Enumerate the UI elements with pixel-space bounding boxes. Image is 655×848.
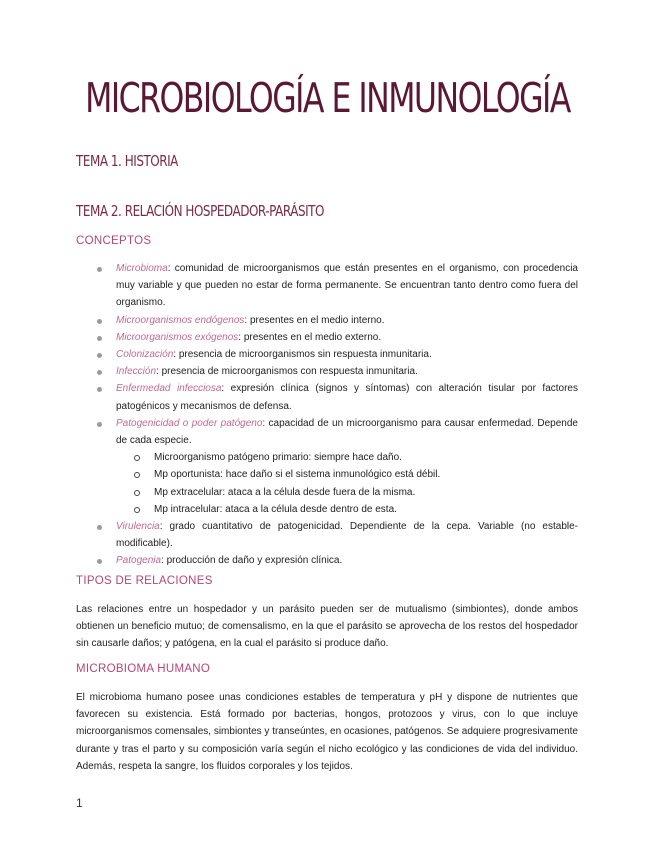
term: Microbioma	[116, 263, 168, 274]
microbioma-paragraph: El microbioma humano posee unas condiciones estables de temperatura y pH y dispone de nutrientes que favorecen su existencia. Está formado por bacterias, hongos, protozoos y virus, con lo que incluye microorganismos comensales, simbiontes y transeúntes, en ocasiones, patógenos. Se adquiere progresivamente durante y tras el parto y su composición varía según el nicho ecológico y las condiciones de vida del individuo. Además, respeta la sangre, los fluidos corporales y los tejidos.	[76, 692, 578, 772]
heading-tema-2: TEMA 2. RELACIÓN HOSPEDADOR-PARÁSITO	[76, 202, 324, 220]
definition: : capacidad de un microorganismo para causar enfermedad. Depende de cada especie.	[116, 417, 578, 447]
list-item	[76, 363, 578, 380]
definition: : presentes en el medio interno.	[244, 314, 385, 326]
sub-list-item: Microorganismo patógeno primario: siempre hace daño.	[116, 449, 578, 466]
list-item	[76, 346, 578, 363]
page-number: 1	[76, 796, 83, 810]
definition: : grado cuantitativo de patogenicidad. Dependiente de la cepa. Variable (no estable-modificable).	[116, 521, 578, 550]
definition: : comunidad de microorganismos que están presentes en el organismo, con procedencia muy variable y que pueden no estar de forma permanente. Se encuentran tanto dentro como fuera del organismo.	[116, 263, 578, 309]
list-item	[76, 518, 578, 552]
definition: : presencia de microorganismos sin respuesta inmunitaria.	[173, 349, 432, 361]
conceptos-list	[76, 260, 578, 570]
sub-list-item: Mp intracelular: ataca a la célula desde dentro de esta.	[116, 501, 578, 518]
term: Virulencia	[116, 521, 160, 533]
list-item	[76, 552, 578, 569]
list-item	[76, 380, 578, 414]
definition: : presencia de microorganismos con respuesta inmunitaria.	[156, 366, 418, 378]
heading-tipos-relaciones: TIPOS DE RELACIONES	[76, 575, 213, 587]
document-title: MICROBIOLOGÍA E INMUNOLOGÍA	[85, 74, 570, 122]
patogenicidad-sublist	[116, 449, 578, 518]
list-item	[76, 260, 578, 312]
term: Microorganismos exógenos	[116, 331, 239, 343]
sub-list-item: Mp oportunista: hace daño si el sistema inmunológico está débil.	[116, 466, 578, 483]
term: Infección	[116, 366, 157, 378]
sub-list-item: Mp extracelular: ataca a la célula desde fuera de la misma.	[116, 484, 578, 501]
term: Colonización	[116, 349, 174, 361]
list-item	[76, 329, 578, 346]
definition: : presentes en el medio externo.	[238, 331, 382, 343]
term: Patogenia	[116, 555, 162, 567]
heading-microbioma-humano: MICROBIOMA HUMANO	[76, 663, 211, 675]
definition: : expresión clínica (signos y síntomas) con alteración tisular por factores patogénicos y mecanismos de defensa.	[116, 383, 578, 412]
definition: : producción de daño y expresión clínica.	[161, 555, 343, 567]
heading-tema-1: TEMA 1. HISTORIA	[76, 152, 178, 170]
term: Enfermedad infecciosa	[116, 383, 222, 395]
heading-conceptos: CONCEPTOS	[76, 235, 152, 247]
term: Microorganismos endógenos	[116, 314, 245, 326]
list-item	[76, 415, 578, 518]
tipos-paragraph: Las relaciones entre un hospedador y un parásito pueden ser de mutualismo (simbiontes), donde ambos obtienen un beneficio mutuo; de comensalismo, en la que el parásito se aprovecha de los restos del hospedador sin causarle daños; y patógena, en la cual el parásito si produce daño.	[76, 604, 578, 650]
term: Patogenicidad o poder patógeno	[116, 417, 263, 429]
list-item	[76, 312, 578, 329]
